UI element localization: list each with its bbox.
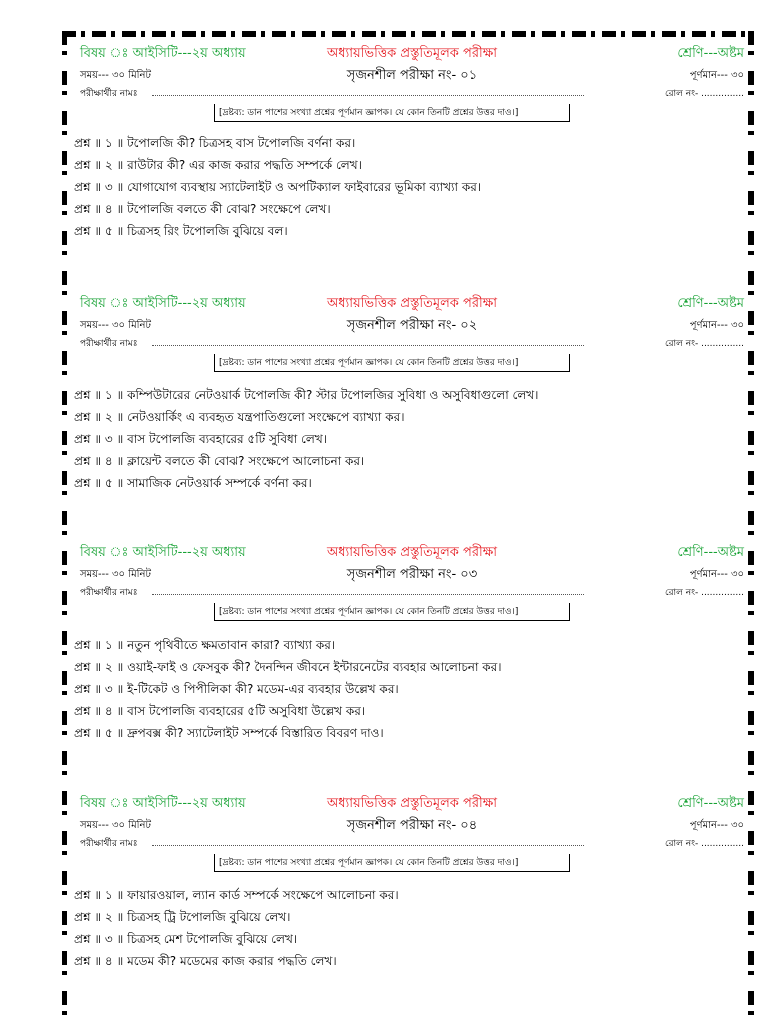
subject-label: বিষয় ঃ আইসিটি---২য় অধ্যায় bbox=[80, 545, 246, 560]
question-list-4 bbox=[74, 884, 734, 972]
question-item: প্রশ্ন ॥ ৪ ॥ ক্লায়েন্ট বলতে কী বোঝ? সংক্ষেপে আলোচনা কর। bbox=[74, 454, 365, 468]
question-item: প্রশ্ন ॥ ৩ ॥ যোগাযোগ ব্যবস্থায় স্যাটেলাইট ও অপটিক্যাল ফাইবারের ভূমিকা ব্যাখ্যা কর। bbox=[74, 180, 482, 194]
decorative-border-right bbox=[748, 31, 754, 1024]
exam-header-1 bbox=[80, 44, 744, 122]
question-item: প্রশ্ন ॥ ২ ॥ নেটওয়ার্কিং এ ব্যবহৃত যন্ত্রপাতিগুলো সংক্ষেপে ব্যাখ্যা কর। bbox=[74, 410, 405, 424]
examinee-name-label: পরীক্ষার্থীর নামঃ bbox=[80, 839, 138, 849]
subject-label: বিষয় ঃ আইসিটি---২য় অধ্যায় bbox=[80, 46, 246, 61]
question-item: প্রশ্ন ॥ ৩ ॥ ই-টিকেট ও পিপীলিকা কী? মডেম-এর ব্যবহার উল্লেখ কর। bbox=[74, 682, 399, 696]
time-label: সময়--- ৩০ মিনিট bbox=[80, 820, 151, 831]
examinee-name-label: পরীক্ষার্থীর নামঃ bbox=[80, 339, 138, 349]
question-item: প্রশ্ন ॥ ২ ॥ ওয়াই-ফাই ও ফেসবুক কী? দৈনন্দিন জীবনে ইন্টারনেটের ব্যবহার আলোচনা কর। bbox=[74, 660, 502, 674]
exam-header-3 bbox=[80, 543, 744, 621]
subject-label: বিষয় ঃ আইসিটি---২য় অধ্যায় bbox=[80, 296, 246, 311]
full-marks-label: পূর্ণমান--- ৩০ bbox=[689, 820, 744, 831]
name-dotted-line bbox=[152, 95, 584, 96]
paper-number: সৃজনশীল পরীক্ষা নং- ০১ bbox=[346, 68, 478, 83]
question-item: প্রশ্ন ॥ ৪ ॥ টপোলজি বলতে কী বোঝ? সংক্ষেপে লেখ। bbox=[74, 202, 331, 216]
question-item: প্রশ্ন ॥ ৫ ॥ দ্রুপবক্স কী? স্যাটেলাইট সম্পর্কে বিস্তারিত বিবরণ দাও। bbox=[74, 726, 384, 740]
question-item: প্রশ্ন ॥ ৫ ॥ সামাজিক নেটওয়ার্ক সম্পর্কে বর্ণনা কর। bbox=[74, 476, 312, 490]
roll-number-label: রোল নং- ............... bbox=[664, 89, 744, 99]
examinee-name-label: পরীক্ষার্থীর নামঃ bbox=[80, 588, 138, 598]
question-item: প্রশ্ন ॥ ৩ ॥ চিত্রসহ মেশ টপোলজি বুঝিয়ে লেখ। bbox=[74, 932, 298, 946]
exam-header-4 bbox=[80, 794, 744, 872]
full-marks-label: পূর্ণমান--- ৩০ bbox=[689, 70, 744, 81]
time-label: সময়--- ৩০ মিনিট bbox=[80, 320, 151, 331]
class-label: শ্রেণি---অষ্টম bbox=[677, 296, 744, 311]
question-item: প্রশ্ন ॥ ১ ॥ কম্পিউটারের নেটওয়ার্ক টপোলজি কী? স্টার টপোলজির সুবিধা ও অসুবিধাগুলো লেখ। bbox=[74, 388, 539, 402]
name-dotted-line bbox=[152, 845, 584, 846]
full-marks-label: পূর্ণমান--- ৩০ bbox=[689, 320, 744, 331]
roll-number-label: রোল নং- ............... bbox=[664, 839, 744, 849]
subject-label: বিষয় ঃ আইসিটি---২য় অধ্যায় bbox=[80, 796, 246, 811]
paper-number: সৃজনশীল পরীক্ষা নং- ০৪ bbox=[346, 818, 478, 833]
exam-title: অধ্যায়ভিত্তিক প্রস্তুতিমূলক পরীক্ষা bbox=[326, 796, 498, 811]
decorative-border-top bbox=[62, 31, 754, 37]
full-marks-label: পূর্ণমান--- ৩০ bbox=[689, 569, 744, 580]
name-dotted-line bbox=[152, 594, 584, 595]
examinee-name-label: পরীক্ষার্থীর নামঃ bbox=[80, 89, 138, 99]
paper-number: সৃজনশীল পরীক্ষা নং- ০৩ bbox=[346, 567, 478, 582]
question-list-2 bbox=[74, 384, 734, 494]
question-list-3 bbox=[74, 634, 734, 744]
exam-title: অধ্যায়ভিত্তিক প্রস্তুতিমূলক পরীক্ষা bbox=[326, 545, 498, 560]
instruction-note: [দ্রষ্টব্য: ডান পাশের সংখ্যা প্রশ্নের পূর্ণমান জ্ঞাপক। যে কোন তিনটি প্রশ্নের উত্তর দাও।] bbox=[214, 603, 570, 621]
roll-number-label: রোল নং- ............... bbox=[664, 339, 744, 349]
instruction-note: [দ্রষ্টব্য: ডান পাশের সংখ্যা প্রশ্নের পূর্ণমান জ্ঞাপক। যে কোন তিনটি প্রশ্নের উত্তর দাও।] bbox=[214, 104, 570, 122]
question-list-1 bbox=[74, 132, 734, 242]
question-item: প্রশ্ন ॥ ১ ॥ টপোলজি কী? চিত্রসহ বাস টপোলজি বর্ণনা কর। bbox=[74, 136, 356, 150]
question-item: প্রশ্ন ॥ ২ ॥ চিত্রসহ ট্রি টপোলজি বুঝিয়ে লেখ। bbox=[74, 910, 291, 924]
question-item: প্রশ্ন ॥ ৪ ॥ মডেম কী? মডেমের কাজ করার পদ্ধতি লেখ। bbox=[74, 954, 337, 968]
instruction-note: [দ্রষ্টব্য: ডান পাশের সংখ্যা প্রশ্নের পূর্ণমান জ্ঞাপক। যে কোন তিনটি প্রশ্নের উত্তর দাও।] bbox=[214, 354, 570, 372]
decorative-border-left bbox=[62, 31, 67, 1024]
instruction-note: [দ্রষ্টব্য: ডান পাশের সংখ্যা প্রশ্নের পূর্ণমান জ্ঞাপক। যে কোন তিনটি প্রশ্নের উত্তর দাও।] bbox=[214, 854, 570, 872]
class-label: শ্রেণি---অষ্টম bbox=[677, 545, 744, 560]
class-label: শ্রেণি---অষ্টম bbox=[677, 46, 744, 61]
exam-header-2 bbox=[80, 294, 744, 372]
exam-title: অধ্যায়ভিত্তিক প্রস্তুতিমূলক পরীক্ষা bbox=[326, 46, 498, 61]
question-item: প্রশ্ন ॥ ৫ ॥ চিত্রসহ রিং টপোলজি বুঝিয়ে বল। bbox=[74, 224, 288, 238]
question-item: প্রশ্ন ॥ ২ ॥ রাউটার কী? এর কাজ করার পদ্ধতি সম্পর্কে লেখ। bbox=[74, 158, 362, 172]
time-label: সময়--- ৩০ মিনিট bbox=[80, 569, 151, 580]
question-item: প্রশ্ন ॥ ১ ॥ ফায়ারওয়াল, ল্যান কার্ড সম্পর্কে সংক্ষেপে আলোচনা কর। bbox=[74, 888, 399, 902]
question-item: প্রশ্ন ॥ ৪ ॥ বাস টপোলজি ব্যবহারের ৫টি অসুবিধা উল্লেখ কর। bbox=[74, 704, 366, 718]
question-item: প্রশ্ন ॥ ১ ॥ নতুন পৃথিবীতে ক্ষমতাবান কারা? ব্যাখ্যা কর। bbox=[74, 638, 336, 652]
exam-title: অধ্যায়ভিত্তিক প্রস্তুতিমূলক পরীক্ষা bbox=[326, 296, 498, 311]
name-dotted-line bbox=[152, 345, 584, 346]
paper-number: সৃজনশীল পরীক্ষা নং- ০২ bbox=[346, 318, 478, 333]
class-label: শ্রেণি---অষ্টম bbox=[677, 796, 744, 811]
question-item: প্রশ্ন ॥ ৩ ॥ বাস টপোলজি ব্যবহারের ৫টি সুবিধা লেখ। bbox=[74, 432, 328, 446]
roll-number-label: রোল নং- ............... bbox=[664, 588, 744, 598]
time-label: সময়--- ৩০ মিনিট bbox=[80, 70, 151, 81]
